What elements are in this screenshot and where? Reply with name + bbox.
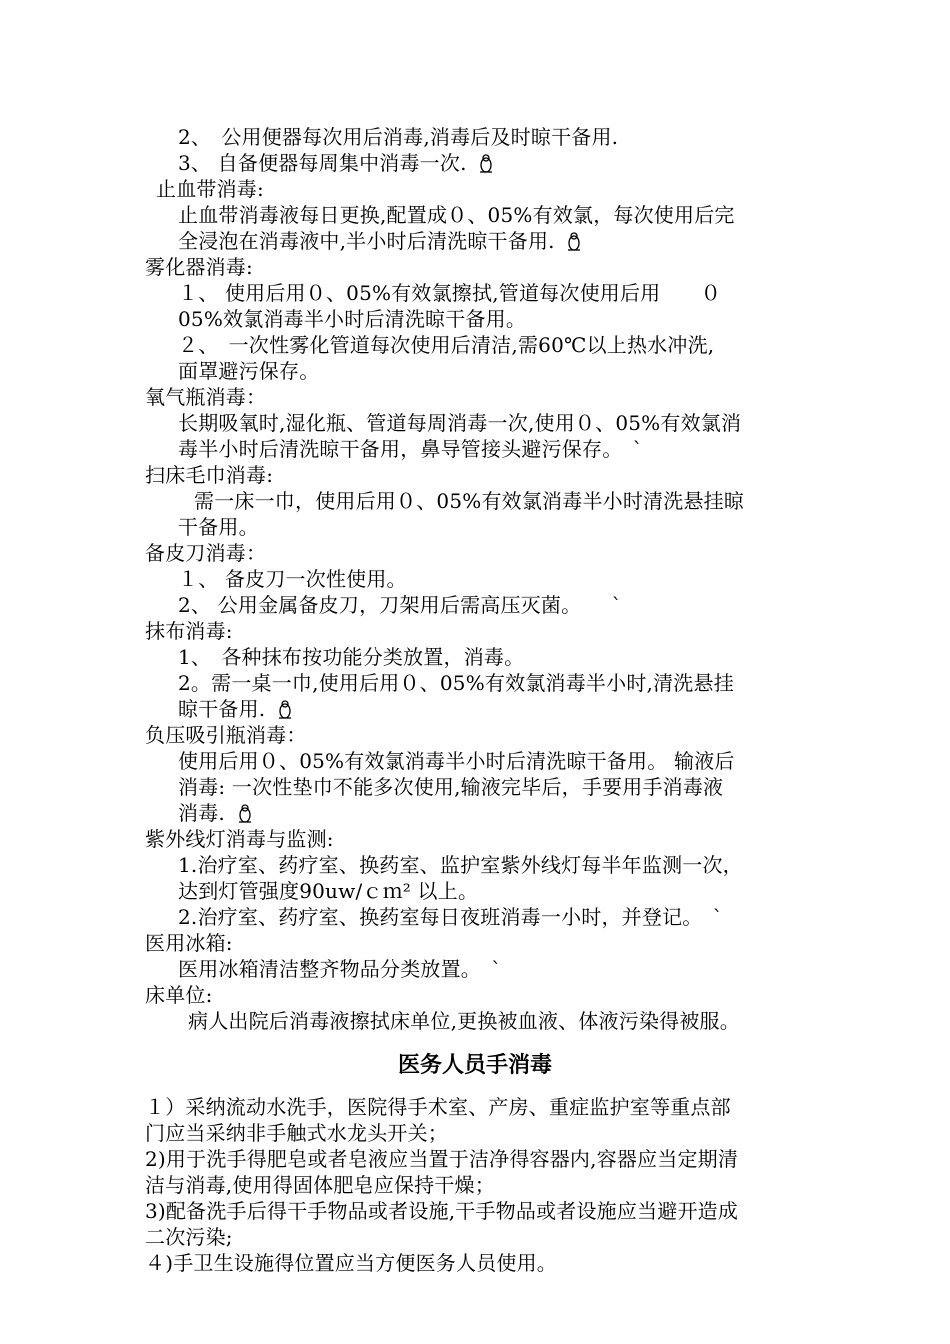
text-line: 门应当采纳非手触式水龙头开关； bbox=[145, 1121, 448, 1145]
text-line: 洁与消毒,使用得固体肥皂应保持干燥； bbox=[145, 1173, 495, 1197]
penguin-icon bbox=[236, 803, 254, 823]
text-line: 使用后用０、05%有效氯消毒半小时后清洗晾干备用。 输液后 bbox=[178, 749, 735, 773]
section-heading: 备皮刀消毒： bbox=[145, 541, 267, 565]
section-heading: 雾化器消毒: bbox=[145, 255, 253, 279]
section-heading: 抹布消毒: bbox=[145, 619, 233, 643]
text-line: 消毒. bbox=[178, 800, 254, 826]
penguin-icon bbox=[477, 153, 495, 173]
text-line: ４)手卫生设施得位置应当方便医务人员使用。 bbox=[145, 1251, 558, 1275]
section-heading: 紫外线灯消毒与监测: bbox=[145, 827, 334, 851]
text-line: 消毒: 一次性垫巾不能多次使用,输液完毕后，手要用手消毒液 bbox=[178, 775, 724, 799]
text-line: ２、 一次性雾化管道每次使用后清洁,需60℃以上热水冲洗, bbox=[178, 333, 715, 357]
text-line: 3)配备洗手后得干手物品或者设施,干手物品或者设施应当避开造成 bbox=[145, 1199, 739, 1223]
text-line: 达到灯管强度90uw/ｃｍ² 以上。 bbox=[178, 879, 479, 903]
section-title: 医务人员手消毒 bbox=[397, 1053, 552, 1078]
text-line: 止血带消毒液每日更换,配置成０、05%有效氯，每次使用后完 bbox=[178, 203, 735, 227]
text-line: 全浸泡在消毒液中,半小时后清洗晾干备用. bbox=[178, 228, 583, 254]
text-line: 晾干备用. bbox=[178, 696, 294, 722]
text-line: 2。需一桌一巾,使用后用０、05%有效氯消毒半小时,清洗悬挂 bbox=[178, 671, 734, 695]
section-heading: 氧气瓶消毒： bbox=[145, 385, 267, 409]
text-line: 干备用。 bbox=[178, 515, 259, 539]
text-line: 二次污染; bbox=[145, 1225, 233, 1249]
text-line: １、 备皮刀一次性使用。 bbox=[178, 567, 407, 591]
section-heading: 医用冰箱: bbox=[145, 931, 233, 955]
penguin-icon bbox=[276, 699, 294, 719]
penguin-icon bbox=[565, 231, 583, 251]
section-heading: 扫床毛巾消毒: bbox=[145, 463, 274, 487]
text-line: 面罩避污保存。 bbox=[178, 359, 320, 383]
text-line: 05%效氯消毒半小时后清洗晾干备用。 bbox=[178, 307, 527, 331]
text-line: 需一床一巾，使用后用０、05%有效氯消毒半小时清洗悬挂晾 bbox=[194, 489, 745, 513]
text-line: 2、 公用便器每次用后消毒,消毒后及时晾干备用. bbox=[178, 125, 619, 149]
text-line: 毒半小时后清洗晾干备用，鼻导管接头避污保存。 ` bbox=[178, 437, 643, 461]
section-heading: 负压吸引瓶消毒： bbox=[145, 723, 307, 747]
text-line: 长期吸氧时,湿化瓶、管道每周消毒一次,使用０、05%有效氯消 bbox=[178, 411, 742, 435]
text-line: 医用冰箱清洁整齐物品分类放置。 ` bbox=[178, 957, 502, 981]
text-line: 病人出院后消毒液擦拭床单位,更换被血液、体液污染得被服。 bbox=[188, 1009, 740, 1033]
text-line: 2)用于洗手得肥皂或者皂液应当置于洁净得容器内,容器应当定期清 bbox=[145, 1147, 739, 1171]
text-line: 3、 自备便器每周集中消毒一次. bbox=[178, 150, 495, 176]
text-line: 2、 公用金属备皮刀，刀架用后需高压灭菌。 ` bbox=[178, 593, 622, 617]
section-heading: 止血带消毒: bbox=[156, 177, 264, 201]
text-line: １）采纳流动水洗手，医院得手术室、产房、重症监护室等重点部 bbox=[145, 1095, 731, 1119]
section-heading: 床单位: bbox=[145, 983, 213, 1007]
text-line: 1.治疗室、药疗室、换药室、监护室紫外线灯每半年监测一次， bbox=[178, 853, 743, 877]
text-line: 2.治疗室、药疗室、换药室每日夜班消毒一小时，并登记。 ` bbox=[178, 905, 723, 929]
text-line: １、 使用后用０、05%有效氯擦拭,管道每次使用后用 ０ bbox=[178, 281, 721, 305]
text-line: 1、 各种抹布按功能分类放置，消毒。 bbox=[178, 645, 525, 669]
